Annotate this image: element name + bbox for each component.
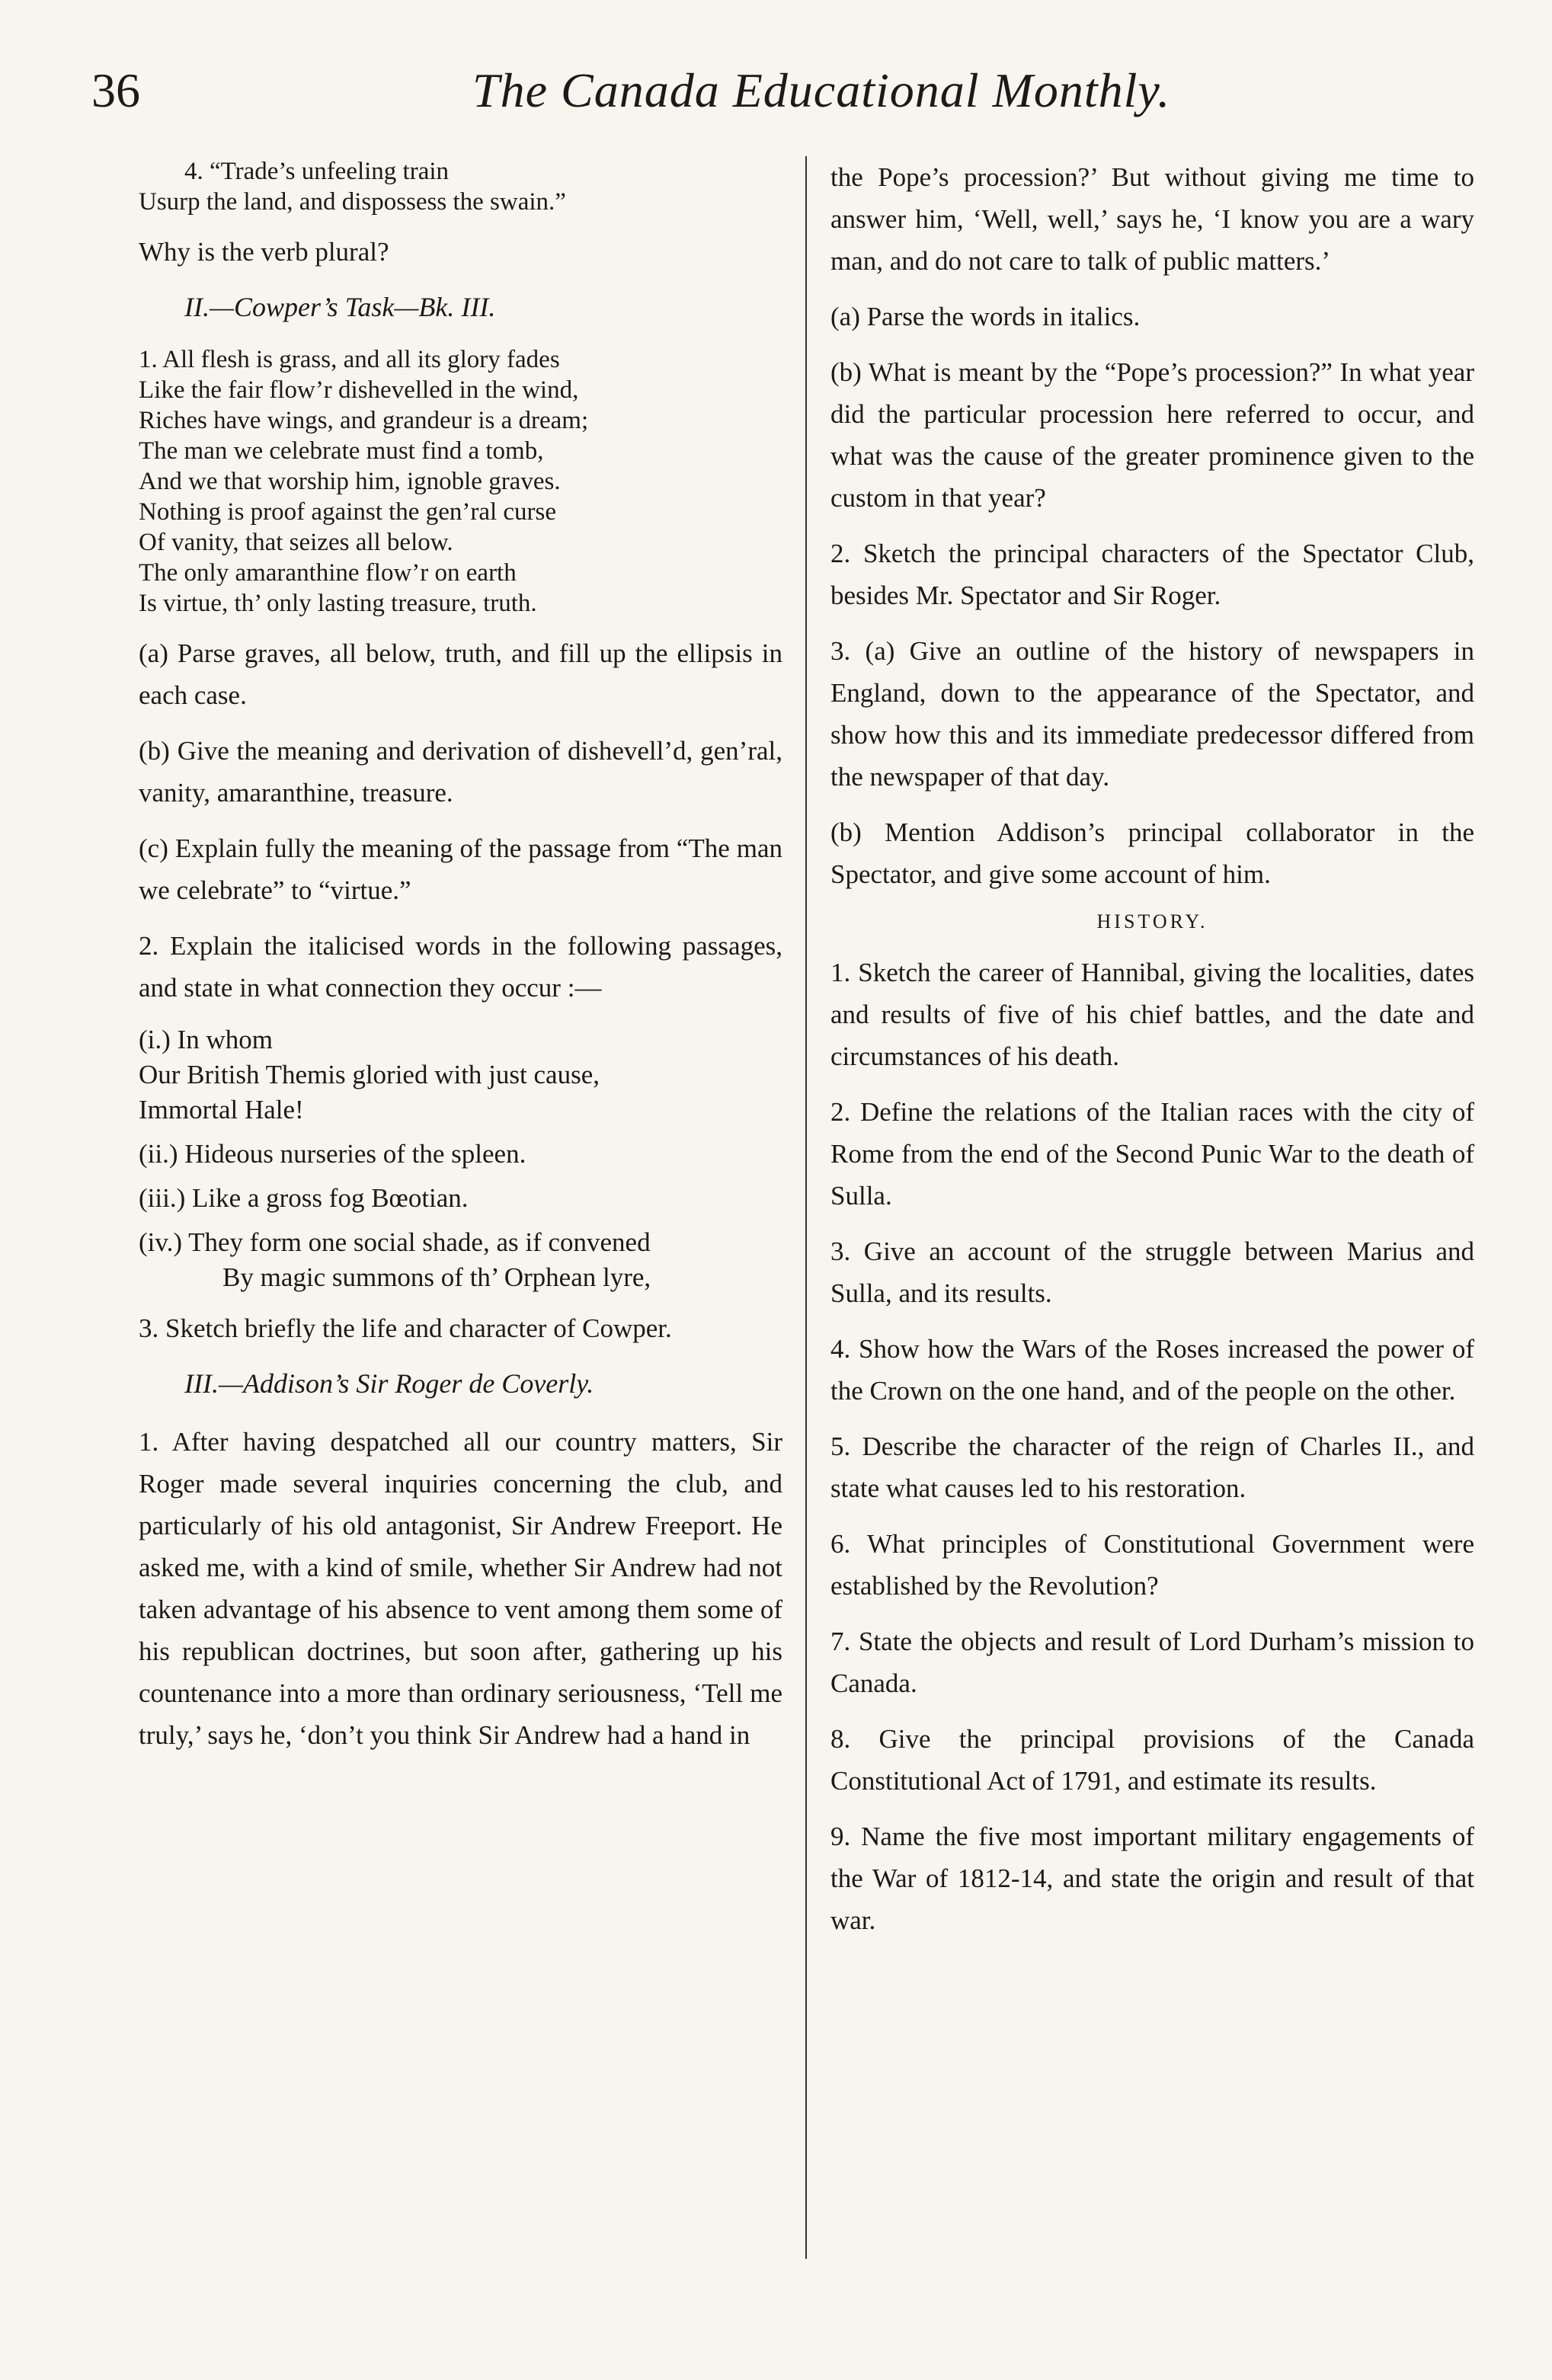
question: the Pope’s procession?’ But without giving me time to answer him, ‘Well, well,’ says he, ‘I know you are a wary man, and do not care to talk of public matters.’ [830,162,1474,276]
poem-line: Like the fair flow’r dishevelled in the wind, [139,376,579,404]
passage-line: Our British Themis gloried with just cause, [139,1060,600,1089]
poem-line: Is virtue, th’ only lasting treasure, truth. [139,590,537,617]
history-question: 9. Name the five most important military engagements of the War of 1812-14, and state the origin and result of that war. [830,1822,1474,1935]
history-question: 3. Give an account of the struggle between Marius and Sulla, and its results. [830,1236,1474,1308]
poem-passage [139,344,782,619]
poem-line: 1. All flesh is grass, and all its glory fades [139,346,560,373]
history-question: 1. Sketch the career of Hannibal, giving the localities, dates and results of five of his chief battles, and the date and circumstances of his death. [830,958,1474,1071]
poem-line: Riches have wings, and grandeur is a dream; [139,407,589,434]
section-heading: II.—Cowper’s Task—Bk. III. [184,292,496,322]
running-head: The Canada Educational Monthly. [472,63,1171,117]
history-question: 6. What principles of Constitutional Government were established by the Revolution? [830,1529,1474,1601]
section-heading: III.—Addison’s Sir Roger de Coverly. [184,1368,594,1399]
question: 3. (a) Give an outline of the history of newspapers in England, down to the appearance of the Spectator, and show how this and its immediate predecessor differed from the newspaper of that day. [830,636,1474,792]
question: Why is the verb plural? [139,237,389,267]
history-question: 8. Give the principal provisions of the Canada Constitutional Act of 1791, and estimate its results. [830,1724,1474,1796]
question: 3. Sketch briefly the life and character of Cowper. [139,1313,672,1343]
history-question: 7. State the objects and result of Lord Durham’s mission to Canada. [830,1627,1474,1698]
poem-line: The only amaranthine flow’r on earth [139,559,517,587]
question: (b) Mention Addison’s principal collaborator in the Spectator, and give some account of him. [830,817,1474,889]
left-column [139,156,782,1770]
column-rule [805,156,807,2259]
question: 2. Sketch the principal characters of the Spectator Club, besides Mr. Spectator and Sir Roger. [830,539,1474,610]
question: (b) What is meant by the “Pope’s procession?” In what year did the particular procession here referred to occur, and what was the cause of the greater prominence given to the custom in that year? [830,357,1474,513]
history-question: 4. Show how the Wars of the Roses increased the power of the Crown on the one hand, and of the people on the other. [830,1334,1474,1406]
question: 2. Explain the italicised words in the following passages, and state in what connection they occur :— [139,931,782,1003]
poem-line: The man we celebrate must find a tomb, [139,437,544,465]
page-number: 36 [91,63,140,117]
question: (b) Give the meaning and derivation of dishevell’d, gen’ral, vanity, amaranthine, treasure. [139,736,782,808]
question: (a) Parse the words in italics. [830,302,1141,331]
passage-line: (iv.) They form one social shade, as if convened [139,1227,651,1257]
history-question: 2. Define the relations of the Italian races with the city of Rome from the end of the Second Punic War to the death of Sulla. [830,1097,1474,1211]
poem-line: Usurp the land, and dispossess the swain.” [139,188,566,216]
passage-line: (i.) In whom [139,1025,273,1054]
q4-quote [139,156,782,217]
section-heading-history: HISTORY. [1096,910,1208,932]
poem-line: 4. “Trade’s unfeeling train [184,158,450,185]
poem-line: Nothing is proof against the gen’ral curse [139,498,557,526]
question: 1. After having despatched all our country matters, Sir Roger made several inquiries concerning the club, and particularly of his old antagonist, Sir Andrew Freeport. He asked me, with a kind of smile, whether Sir Andrew had not taken advantage of his absence to vent among them some of his republican doctrines, but soon after, gathering up his countenance into a more than ordinary seriousness, ‘Tell me truly,’ says he, ‘don’t you think Sir Andrew had a hand in [139,1427,782,1750]
passage-line: (iii.) Like a gross fog Bœotian. [139,1183,469,1213]
right-column [830,156,1474,1955]
passage-line: By magic summons of th’ Orphean lyre, [222,1262,651,1292]
question: (c) Explain fully the meaning of the passage from “The man we celebrate” to “virtue.” [139,833,782,905]
passage-line: (ii.) Hideous nurseries of the spleen. [139,1139,526,1169]
quoted-passages [139,1022,782,1295]
question: (a) Parse graves, all below, truth, and fill up the ellipsis in each case. [139,638,782,710]
passage-line: Immortal Hale! [139,1095,304,1124]
poem-line: And we that worship him, ignoble graves. [139,468,561,495]
history-question: 5. Describe the character of the reign of Charles II., and state what causes led to his restoration. [830,1432,1474,1503]
poem-line: Of vanity, that seizes all below. [139,529,453,556]
